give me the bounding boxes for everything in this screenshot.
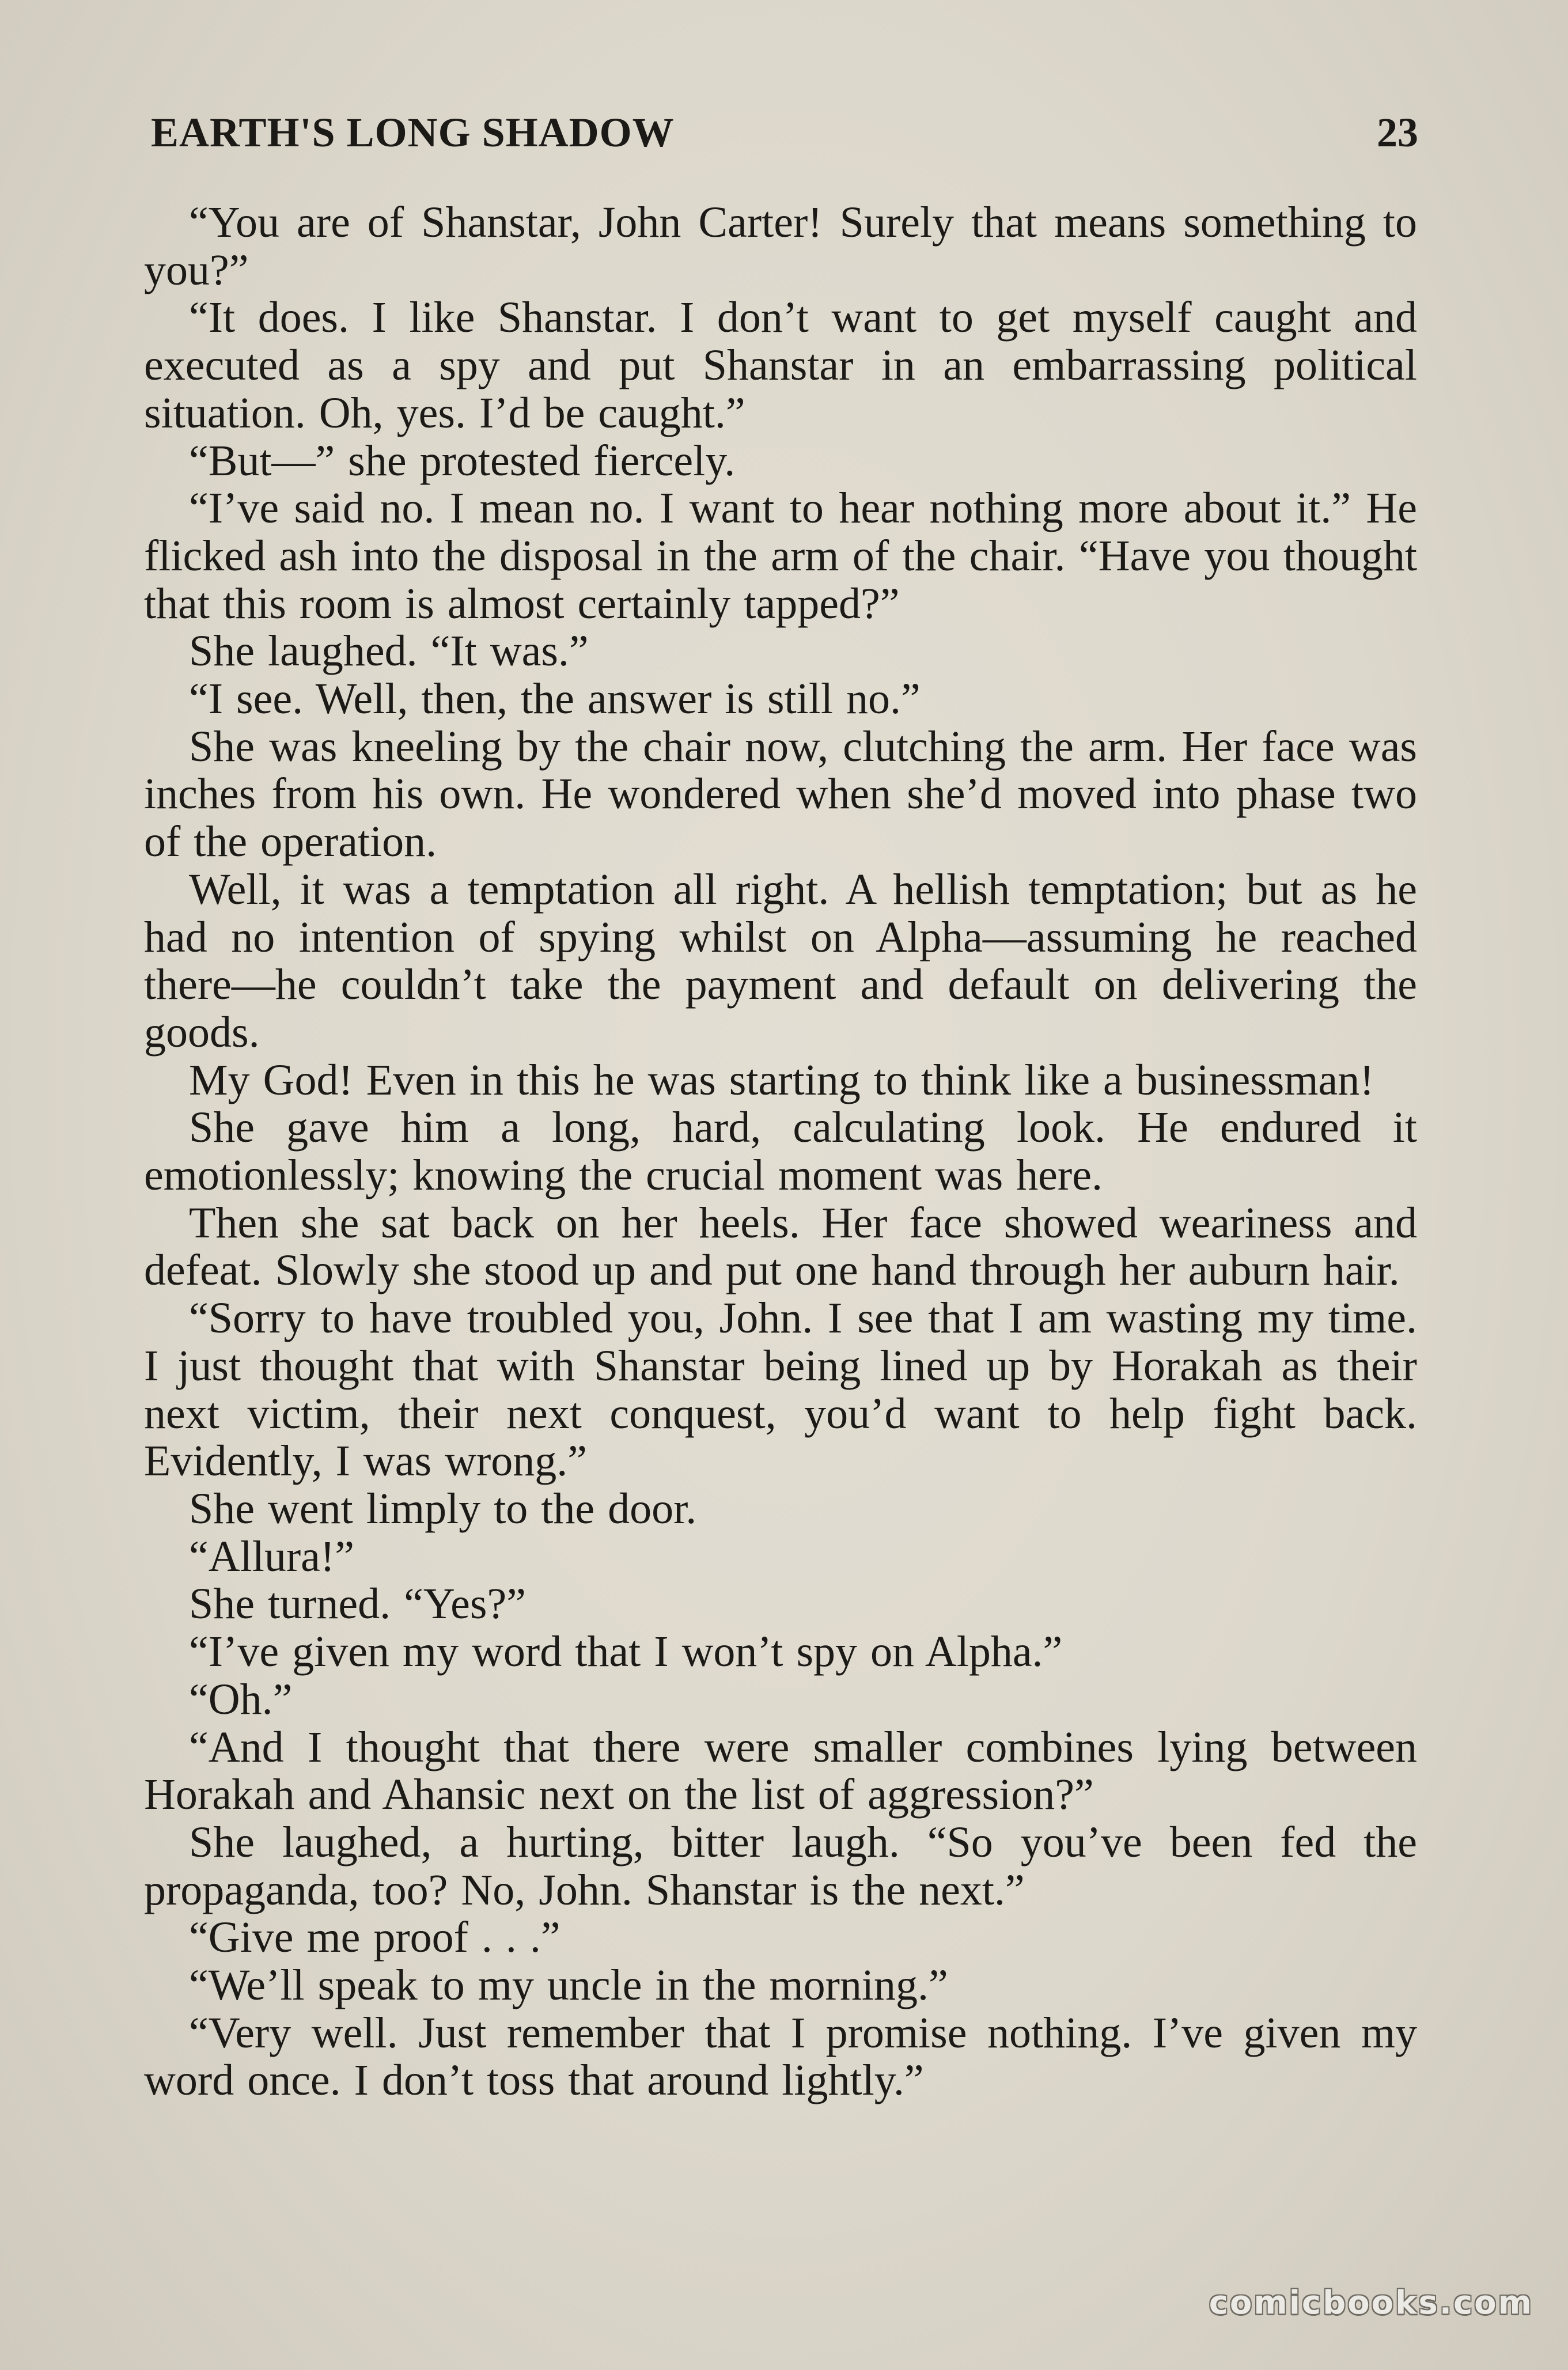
paragraph: She laughed. “It was.”: [189, 627, 589, 676]
paragraph: She laughed, a hurting, bitter laugh. “So you’ve been fed the propaganda, too? No, John. Shanstar is the next.”: [144, 1818, 1417, 1914]
running-head: [151, 98, 1418, 167]
paragraph: “You are of Shanstar, John Carter! Surely that means something to you?”: [144, 198, 1417, 294]
paragraph: “I’ve said no. I mean no. I want to hear nothing more about it.” He flicked ash into the disposal in the arm of the chair. “Have you thought that this room is almost certainly tapped?”: [144, 484, 1417, 628]
paragraph: Well, it was a temptation all right. A hellish temptation; but as he had no intention of spying whilst on Alpha—assuming he reached there—he couldn’t take the payment and default on delivering the goods.: [144, 865, 1417, 1057]
paragraph: She gave him a long, hard, calculating look. He endured it emotionlessly; knowing the crucial moment was here.: [144, 1103, 1417, 1200]
paragraph: “It does. I like Shanstar. I don’t want to get myself caught and executed as a spy and put Shanstar in an embarrassing political situation. Oh, yes. I’d be caught.”: [144, 293, 1417, 437]
paragraph: “And I thought that there were smaller combines lying between Horakah and Ahansic next on the list of aggression?”: [144, 1722, 1417, 1819]
paragraph: She went limply to the door.: [189, 1484, 697, 1533]
paragraph: My God! Even in this he was starting to think like a businessman!: [189, 1055, 1374, 1104]
paragraph: “I’ve given my word that I won’t spy on Alpha.”: [189, 1627, 1063, 1676]
paragraph: She was kneeling by the chair now, clutching the arm. Her face was inches from his own. He wondered when she’d moved into phase two of the operation.: [144, 722, 1417, 866]
paragraph: “Oh.”: [189, 1675, 293, 1724]
paragraph: “I see. Well, then, the answer is still no.”: [189, 675, 921, 724]
paragraph: Then she sat back on her heels. Her face showed weariness and defeat. Slowly she stood up and put one hand through her auburn hair.: [144, 1198, 1417, 1295]
page-number: 23: [1377, 109, 1418, 156]
paragraph: “Allura!”: [189, 1532, 354, 1581]
watermark: comicbooks.com: [1209, 2284, 1533, 2322]
paragraph: “But—” she protested fiercely.: [189, 436, 736, 485]
paragraph: “We’ll speak to my uncle in the morning.”: [189, 1961, 948, 2010]
paragraph: “Give me proof . . .”: [189, 1913, 560, 1962]
body-text: [144, 199, 1417, 2104]
paragraph: “Very well. Just remember that I promise nothing. I’ve given my word once. I don’t toss that around lightly.”: [144, 2008, 1417, 2105]
paragraph: “Sorry to have troubled you, John. I see that I am wasting my time. I just thought that with Shanstar being lined up by Horakah as their next victim, their next conquest, you’d want to help fight back. Evidently, I was wrong.”: [144, 1294, 1417, 1486]
book-title: EARTH'S LONG SHADOW: [151, 109, 675, 156]
paragraph: She turned. “Yes?”: [189, 1580, 526, 1629]
